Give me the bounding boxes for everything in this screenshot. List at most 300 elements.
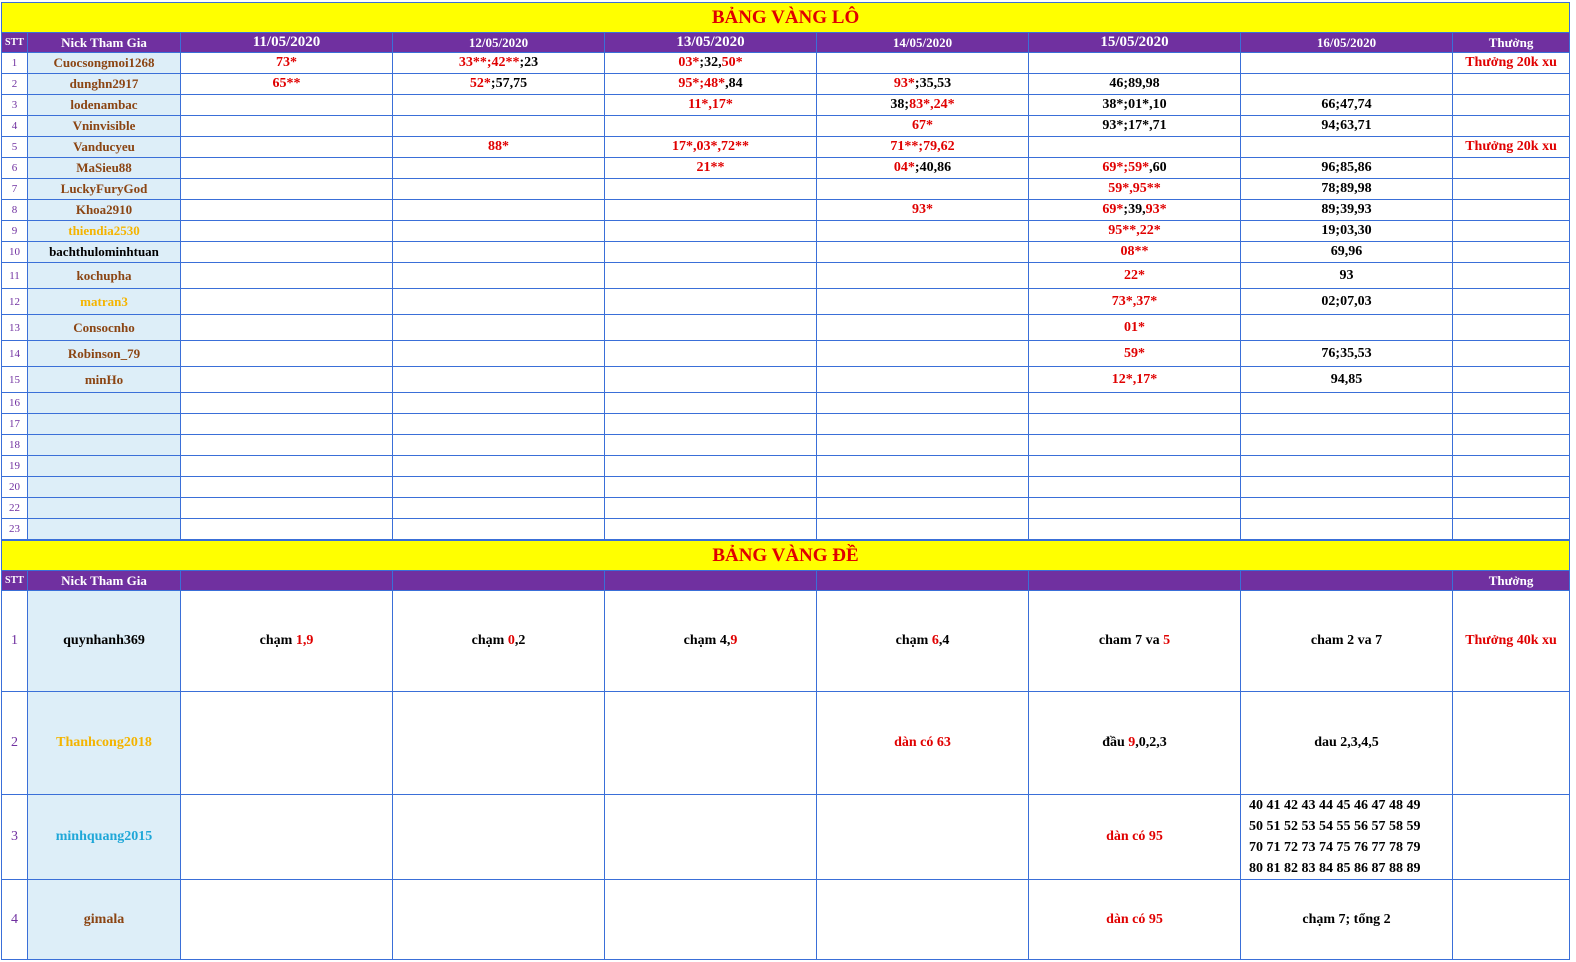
nick-cell[interactable]: Consocnho [28, 315, 181, 341]
value-cell[interactable] [1241, 221, 1453, 242]
nick-cell[interactable] [28, 456, 181, 477]
table-row [2, 435, 1570, 456]
table-row [2, 795, 1570, 880]
nick-cell[interactable]: minHo [28, 367, 181, 393]
cell-value: 73* [276, 55, 297, 70]
cell-value: 69,96 [1330, 244, 1363, 259]
table-row [2, 53, 1570, 74]
nick-cell[interactable] [28, 477, 181, 498]
nick-cell[interactable]: gimala [28, 880, 181, 960]
cell-value: 17*,03*,72** [672, 139, 749, 154]
reward-cell [1453, 263, 1570, 289]
nick-cell[interactable]: Cuocsongmoi1268 [28, 53, 181, 74]
value-cell[interactable] [393, 158, 605, 179]
value-cell[interactable] [1241, 414, 1453, 435]
reward-cell [1453, 242, 1570, 263]
cell-value: 88* [488, 139, 509, 154]
nick-cell[interactable]: quynhanh369 [28, 591, 181, 692]
value-cell[interactable] [393, 74, 605, 95]
value-cell[interactable] [393, 880, 605, 960]
nick-header: Nick Tham Gia [28, 571, 181, 591]
value-cell[interactable] [817, 221, 1029, 242]
number-line: 50 51 52 53 54 55 56 57 58 59 [1249, 819, 1421, 834]
value-cell[interactable] [1029, 137, 1241, 158]
value-cell[interactable] [393, 179, 605, 200]
value-cell[interactable] [1241, 179, 1453, 200]
row-number: 3 [2, 95, 28, 116]
value-cell[interactable] [1241, 393, 1453, 414]
date-header: 16/05/2020 [1241, 33, 1453, 53]
value-cell[interactable] [605, 591, 817, 692]
value-cell[interactable] [1029, 53, 1241, 74]
value-cell[interactable] [1241, 435, 1453, 456]
value-cell[interactable] [1241, 456, 1453, 477]
nick-cell[interactable] [28, 519, 181, 540]
value-cell[interactable] [1241, 74, 1453, 95]
value-cell[interactable] [817, 498, 1029, 519]
table-row [2, 179, 1570, 200]
cell-value: 01* [1124, 319, 1145, 335]
cell-value: dau 2,3,4,5 [1314, 735, 1379, 750]
value-cell[interactable] [1241, 341, 1453, 367]
reward-header: Thưởng [1453, 571, 1570, 591]
value-cell[interactable] [1029, 221, 1241, 242]
cell-value: ,4 [938, 633, 950, 648]
cell-value: 03* [678, 55, 700, 70]
value-cell[interactable] [393, 519, 605, 540]
row-number: 2 [2, 692, 28, 795]
value-cell[interactable] [1029, 477, 1241, 498]
table-row [2, 519, 1570, 540]
value-cell[interactable] [181, 137, 393, 158]
value-cell[interactable] [1241, 95, 1453, 116]
value-cell[interactable] [1029, 74, 1241, 95]
value-cell[interactable] [817, 263, 1029, 289]
reward-cell [1453, 179, 1570, 200]
value-cell[interactable] [817, 519, 1029, 540]
cell-value: ;35,53 [914, 76, 952, 91]
stt-header: STT [2, 571, 28, 591]
cell-value: 0 [507, 633, 515, 648]
value-cell[interactable] [817, 477, 1029, 498]
cell-value: 65** [272, 76, 301, 91]
reward-cell [1453, 200, 1570, 221]
row-number: 18 [2, 435, 28, 456]
value-cell[interactable] [1029, 200, 1241, 221]
value-cell[interactable] [817, 242, 1029, 263]
table-row [2, 200, 1570, 221]
de-table [1, 540, 1570, 960]
cell-value: 94;63,71 [1321, 118, 1372, 133]
cell-value: ,60 [1149, 160, 1167, 175]
value-cell[interactable] [181, 393, 393, 414]
value-cell[interactable] [1241, 880, 1453, 960]
cell-value: 93* [912, 202, 933, 217]
table-row [2, 289, 1570, 315]
date-header [1241, 571, 1453, 591]
value-cell[interactable] [817, 289, 1029, 315]
row-number: 14 [2, 341, 28, 367]
value-cell[interactable] [817, 692, 1029, 795]
row-number: 5 [2, 137, 28, 158]
value-cell[interactable] [605, 53, 817, 74]
value-cell[interactable] [181, 53, 393, 74]
nick-cell[interactable]: Thanhcong2018 [28, 692, 181, 795]
row-number: 2 [2, 74, 28, 95]
value-cell[interactable] [605, 263, 817, 289]
value-cell[interactable] [1029, 341, 1241, 367]
nick-cell[interactable]: thiendia2530 [28, 221, 181, 242]
value-cell[interactable] [393, 591, 605, 692]
value-cell[interactable] [605, 456, 817, 477]
table-row [2, 158, 1570, 179]
row-number: 8 [2, 200, 28, 221]
value-cell[interactable] [817, 393, 1029, 414]
value-cell[interactable] [817, 95, 1029, 116]
cell-value: ;23 [519, 55, 539, 70]
value-cell[interactable] [181, 414, 393, 435]
cell-value: 94,85 [1330, 371, 1363, 387]
cell-value: chạm [471, 633, 508, 648]
cell-value: 95*;48* [678, 76, 726, 91]
value-cell[interactable] [817, 795, 1029, 880]
value-cell[interactable] [1029, 158, 1241, 179]
value-cell[interactable] [393, 200, 605, 221]
value-cell[interactable] [605, 95, 817, 116]
value-cell[interactable] [181, 242, 393, 263]
date-header [1029, 571, 1241, 591]
value-cell[interactable] [1029, 880, 1241, 960]
reward-cell [1453, 795, 1570, 880]
cell-value: dàn có 95 [1106, 829, 1163, 844]
cell-value: đầu [1102, 735, 1129, 750]
value-cell[interactable] [181, 116, 393, 137]
number-line: 70 71 72 73 74 75 76 77 78 79 [1249, 840, 1421, 855]
value-cell[interactable] [181, 456, 393, 477]
cell-value: ,0,2,3 [1135, 735, 1167, 750]
value-cell[interactable] [1241, 289, 1453, 315]
number-line: 80 81 82 83 84 85 86 87 88 89 [1249, 861, 1421, 876]
value-cell[interactable] [181, 519, 393, 540]
reward-cell [1453, 519, 1570, 540]
value-cell[interactable] [605, 200, 817, 221]
nick-cell[interactable]: Vninvisible [28, 116, 181, 137]
cell-value: ;57,75 [490, 76, 528, 91]
value-cell[interactable] [817, 367, 1029, 393]
cell-value: 9 [1128, 735, 1136, 750]
value-cell[interactable] [605, 880, 817, 960]
table-row [2, 242, 1570, 263]
nick-cell[interactable]: MaSieu88 [28, 158, 181, 179]
value-cell[interactable] [1241, 242, 1453, 263]
value-cell[interactable] [605, 435, 817, 456]
table-row [2, 137, 1570, 158]
row-number: 15 [2, 367, 28, 393]
value-cell[interactable] [1241, 137, 1453, 158]
value-cell[interactable] [1029, 242, 1241, 263]
value-cell[interactable] [1241, 692, 1453, 795]
nick-cell[interactable]: Khoa2910 [28, 200, 181, 221]
nick-cell[interactable]: dunghn2917 [28, 74, 181, 95]
value-cell[interactable] [1029, 95, 1241, 116]
value-cell[interactable] [393, 477, 605, 498]
row-number: 1 [2, 591, 28, 692]
value-cell[interactable] [181, 221, 393, 242]
cell-value: 1,9 [295, 633, 314, 648]
value-cell[interactable] [181, 341, 393, 367]
value-cell[interactable] [1029, 519, 1241, 540]
value-cell[interactable] [1241, 116, 1453, 137]
value-cell[interactable] [181, 315, 393, 341]
value-cell[interactable] [605, 315, 817, 341]
value-cell[interactable] [393, 289, 605, 315]
value-cell[interactable] [181, 158, 393, 179]
value-cell[interactable] [181, 880, 393, 960]
number-line: 40 41 42 43 44 45 46 47 48 49 [1249, 798, 1421, 813]
reward-cell [1453, 74, 1570, 95]
nick-cell[interactable]: minhquang2015 [28, 795, 181, 880]
value-cell[interactable] [605, 393, 817, 414]
value-cell[interactable] [605, 179, 817, 200]
value-cell[interactable] [181, 74, 393, 95]
nick-cell[interactable]: kochupha [28, 263, 181, 289]
value-cell[interactable] [1241, 519, 1453, 540]
value-cell[interactable] [605, 519, 817, 540]
table-row [2, 116, 1570, 137]
table-row [2, 95, 1570, 116]
value-cell[interactable] [605, 116, 817, 137]
value-cell[interactable] [1029, 591, 1241, 692]
reward-header: Thưởng [1453, 33, 1570, 53]
cell-value: ;32, [699, 55, 722, 70]
value-cell[interactable] [181, 591, 393, 692]
nick-cell[interactable]: Vanducyeu [28, 137, 181, 158]
de-title: BẢNG VÀNG ĐỀ [2, 541, 1570, 571]
cell-value: ;39, [1123, 202, 1146, 217]
cell-value: 93* [893, 76, 915, 91]
value-cell[interactable] [181, 367, 393, 393]
value-cell[interactable] [393, 795, 605, 880]
value-cell[interactable] [393, 116, 605, 137]
date-header [393, 571, 605, 591]
value-cell[interactable] [181, 477, 393, 498]
reward-cell: Thưởng 20k xu [1453, 137, 1570, 158]
value-cell[interactable] [181, 435, 393, 456]
cell-value: 5 [1163, 633, 1171, 648]
value-cell[interactable] [181, 179, 393, 200]
cell-value: 69* [1102, 202, 1124, 217]
value-cell[interactable] [181, 289, 393, 315]
value-cell[interactable] [1029, 263, 1241, 289]
reward-cell [1453, 414, 1570, 435]
value-cell[interactable] [1029, 116, 1241, 137]
value-cell[interactable] [817, 116, 1029, 137]
reward-cell [1453, 221, 1570, 242]
row-number: 13 [2, 315, 28, 341]
value-cell[interactable] [181, 200, 393, 221]
value-cell[interactable] [817, 341, 1029, 367]
value-cell[interactable] [817, 53, 1029, 74]
cell-value: chạm 7; tổng 2 [1302, 911, 1391, 927]
value-cell[interactable] [1241, 315, 1453, 341]
reward-cell [1453, 498, 1570, 519]
cell-value: 71**;79,62 [890, 139, 955, 154]
cell-value: 12*,17* [1111, 371, 1158, 387]
value-cell[interactable] [817, 414, 1029, 435]
value-cell[interactable] [817, 200, 1029, 221]
row-number: 17 [2, 414, 28, 435]
value-cell[interactable] [605, 477, 817, 498]
nick-cell[interactable]: matran3 [28, 289, 181, 315]
value-cell[interactable] [605, 242, 817, 263]
value-cell[interactable] [393, 414, 605, 435]
value-cell[interactable] [393, 53, 605, 74]
value-cell[interactable] [181, 95, 393, 116]
value-cell[interactable] [1029, 456, 1241, 477]
value-cell[interactable] [817, 137, 1029, 158]
nick-cell[interactable] [28, 414, 181, 435]
cell-value: 96;85,86 [1321, 160, 1372, 175]
table-row [2, 393, 1570, 414]
table-row [2, 456, 1570, 477]
reward-cell [1453, 393, 1570, 414]
value-cell[interactable] [1029, 414, 1241, 435]
value-cell[interactable] [605, 74, 817, 95]
value-cell[interactable] [393, 242, 605, 263]
cell-value: cham 2 va 7 [1310, 633, 1383, 648]
nick-cell[interactable]: lodenambac [28, 95, 181, 116]
value-cell[interactable] [393, 263, 605, 289]
value-cell[interactable] [1029, 435, 1241, 456]
table-row [2, 74, 1570, 95]
cell-value: 69*;59* [1102, 160, 1150, 175]
value-cell[interactable] [817, 74, 1029, 95]
cell-value: 76;35,53 [1321, 345, 1372, 361]
cell-value: 52* [469, 76, 491, 91]
value-cell[interactable] [393, 95, 605, 116]
value-cell[interactable] [1029, 315, 1241, 341]
lo-title: BẢNG VÀNG LÔ [2, 3, 1570, 33]
value-cell[interactable] [605, 221, 817, 242]
nick-header: Nick Tham Gia [28, 33, 181, 53]
value-cell[interactable] [817, 591, 1029, 692]
value-cell[interactable] [393, 221, 605, 242]
cell-value: ,84 [725, 76, 743, 91]
value-cell[interactable] [605, 692, 817, 795]
value-cell[interactable] [1241, 477, 1453, 498]
row-number: 16 [2, 393, 28, 414]
value-cell[interactable] [817, 456, 1029, 477]
table-row [2, 221, 1570, 242]
value-cell[interactable] [817, 179, 1029, 200]
row-number: 10 [2, 242, 28, 263]
value-cell[interactable] [1241, 367, 1453, 393]
row-number: 11 [2, 263, 28, 289]
value-cell[interactable] [393, 692, 605, 795]
value-cell[interactable] [605, 137, 817, 158]
reward-cell: Thưởng 40k xu [1453, 591, 1570, 692]
value-cell[interactable] [1241, 200, 1453, 221]
value-cell[interactable] [817, 435, 1029, 456]
value-cell[interactable] [817, 880, 1029, 960]
value-cell[interactable] [605, 795, 817, 880]
value-cell[interactable] [1241, 53, 1453, 74]
value-cell[interactable] [1241, 158, 1453, 179]
value-cell[interactable] [605, 498, 817, 519]
value-cell[interactable] [181, 795, 393, 880]
reward-cell [1453, 367, 1570, 393]
nick-cell[interactable] [28, 393, 181, 414]
nick-cell[interactable] [28, 435, 181, 456]
value-cell[interactable] [1241, 591, 1453, 692]
value-cell[interactable] [605, 367, 817, 393]
value-cell[interactable] [393, 456, 605, 477]
value-cell[interactable] [605, 158, 817, 179]
value-cell[interactable] [393, 498, 605, 519]
value-cell[interactable] [1029, 289, 1241, 315]
row-number: 4 [2, 116, 28, 137]
cell-value: 22* [1124, 267, 1145, 283]
value-cell[interactable] [393, 435, 605, 456]
date-header [605, 571, 817, 591]
value-cell[interactable] [1029, 179, 1241, 200]
date-header: 11/05/2020 [181, 33, 393, 53]
cell-value: chạm 4, [683, 633, 731, 648]
nick-cell[interactable]: Robinson_79 [28, 341, 181, 367]
cell-value: cham 7 va [1098, 633, 1164, 648]
date-header: 13/05/2020 [605, 33, 817, 53]
value-cell[interactable] [1241, 795, 1453, 880]
value-cell[interactable] [393, 137, 605, 158]
date-header: 12/05/2020 [393, 33, 605, 53]
row-number: 1 [2, 53, 28, 74]
value-cell[interactable] [605, 289, 817, 315]
cell-value: dàn có 95 [1106, 911, 1163, 927]
value-cell[interactable] [605, 341, 817, 367]
value-cell[interactable] [1241, 498, 1453, 519]
value-cell[interactable] [1241, 263, 1453, 289]
value-cell[interactable] [181, 692, 393, 795]
nick-cell[interactable] [28, 498, 181, 519]
date-header: 15/05/2020 [1029, 33, 1241, 53]
date-header [181, 571, 393, 591]
value-cell[interactable] [181, 263, 393, 289]
value-cell[interactable] [393, 393, 605, 414]
value-cell[interactable] [1029, 367, 1241, 393]
value-cell[interactable] [1029, 498, 1241, 519]
value-cell[interactable] [817, 158, 1029, 179]
value-cell[interactable] [393, 367, 605, 393]
value-cell[interactable] [1029, 692, 1241, 795]
row-number: 6 [2, 158, 28, 179]
row-number: 23 [2, 519, 28, 540]
cell-value: 46;89,98 [1109, 76, 1160, 91]
stt-header: STT [2, 33, 28, 53]
nick-cell[interactable]: bachthulominhtuan [28, 242, 181, 263]
cell-value: 93*;17*,71 [1102, 118, 1167, 133]
value-cell[interactable] [1029, 393, 1241, 414]
value-cell[interactable] [605, 414, 817, 435]
value-cell[interactable] [393, 315, 605, 341]
value-cell[interactable] [393, 341, 605, 367]
value-cell[interactable] [817, 315, 1029, 341]
nick-cell[interactable]: LuckyFuryGod [28, 179, 181, 200]
value-cell[interactable] [1029, 795, 1241, 880]
value-cell[interactable] [181, 498, 393, 519]
cell-value: 93 [1339, 267, 1354, 283]
cell-value: 67* [912, 118, 933, 133]
reward-cell [1453, 435, 1570, 456]
